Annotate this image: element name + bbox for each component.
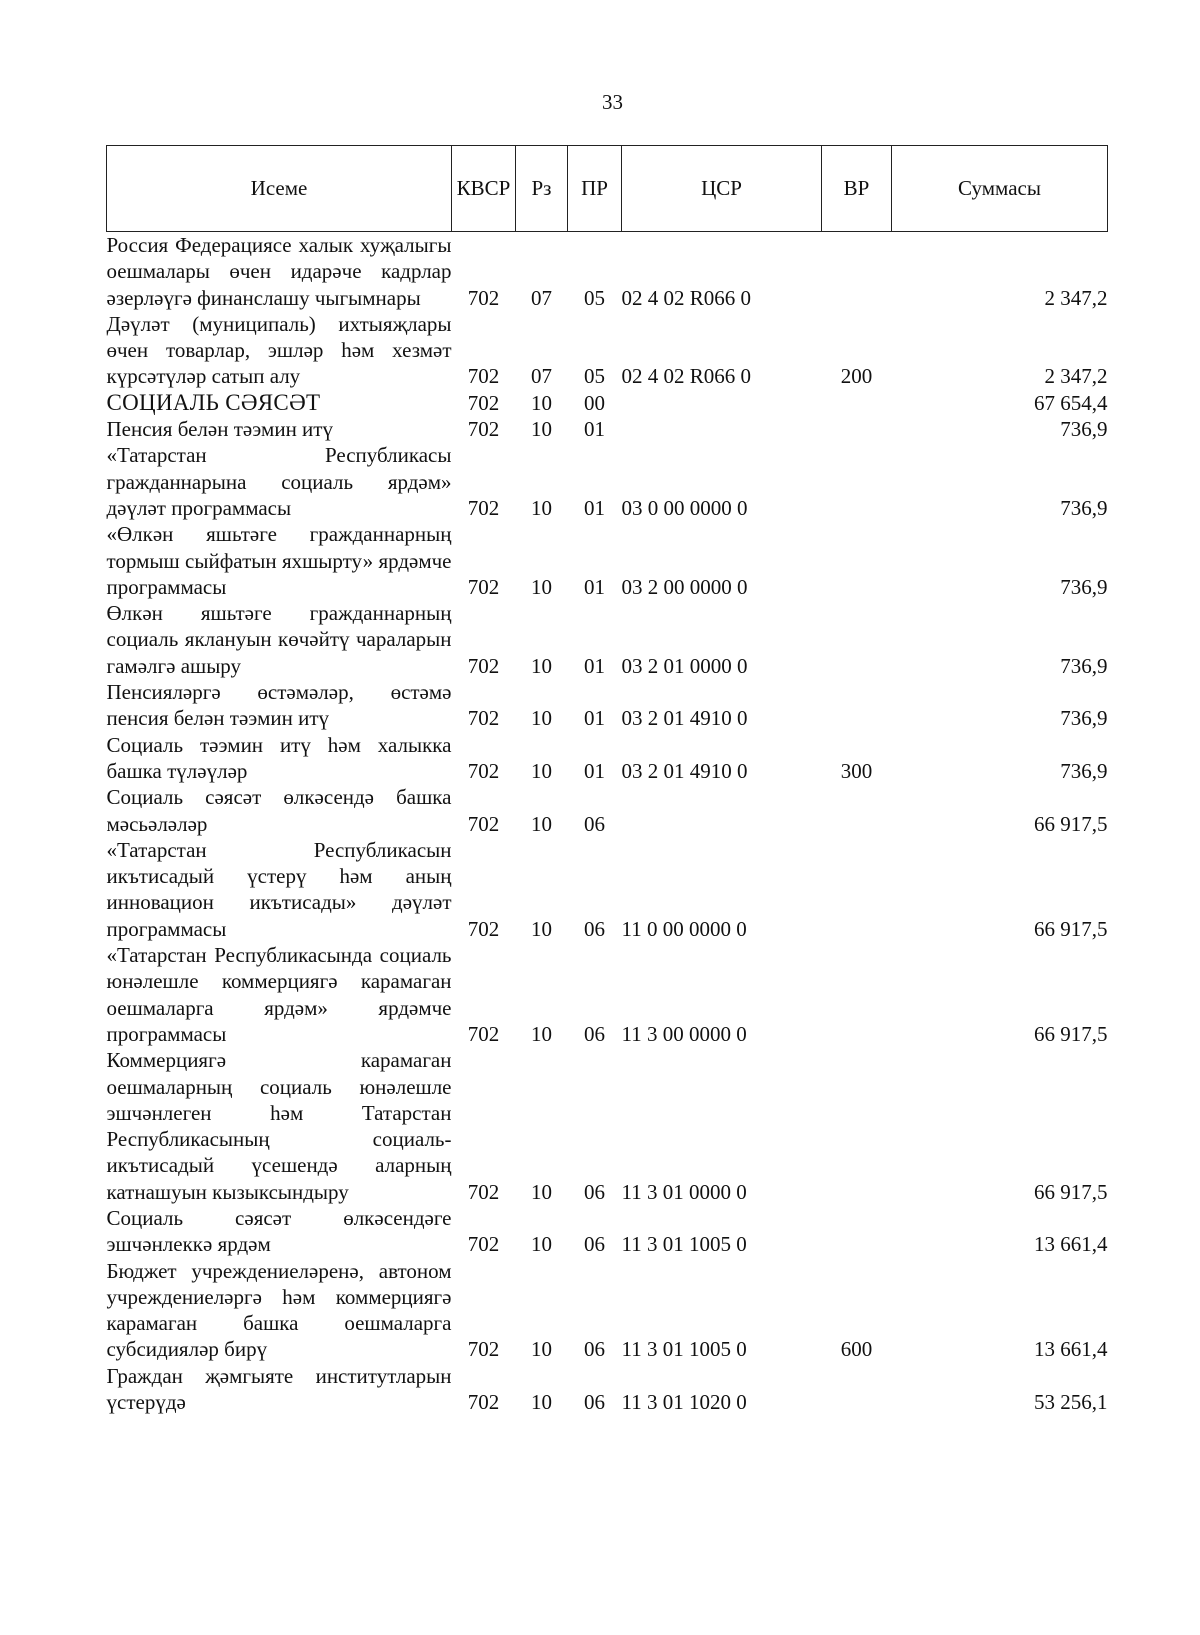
row-kvsr: 702 bbox=[467, 653, 500, 678]
row-kvsr: 702 bbox=[467, 390, 500, 415]
row-csr: 11 3 00 0000 0 bbox=[621, 1021, 747, 1046]
row-name: Россия Федерациясе халык хуҗалыгы оешмалары өчен идарәче кадрлар әзерләүгә финанслашу чыгымнары bbox=[106, 233, 452, 310]
row-kvsr: 702 bbox=[467, 811, 500, 836]
row-name: Бюджет учреждениеләренә, автоном учреждениеләргә һәм коммерциягә карамаган башка оешмаларга субсидияләр бирү bbox=[106, 1258, 452, 1362]
header-kvsr: КВСР bbox=[452, 146, 516, 232]
row-sum: 736,9 bbox=[1060, 653, 1108, 678]
row-vr bbox=[822, 1363, 892, 1416]
table-row bbox=[107, 390, 1108, 416]
header-rz: Рз bbox=[516, 146, 568, 232]
row-name: Социаль сәясәт өлкәсендә башка мәсьәләләр bbox=[106, 785, 452, 836]
row-vr: 600 bbox=[840, 1337, 873, 1362]
header-csr: ЦСР bbox=[622, 146, 822, 232]
row-pr: 06 bbox=[584, 1021, 605, 1046]
row-sum: 13 661,4 bbox=[1034, 1232, 1108, 1257]
row-rz: 07 bbox=[531, 285, 552, 310]
row-rz: 10 bbox=[531, 574, 552, 599]
row-rz: 10 bbox=[531, 706, 552, 731]
row-name: «Татарстан Республикасында социаль юнәлешле коммерциягә карамаган оешмаларга ярдәм» ярдәмче программасы bbox=[106, 943, 452, 1046]
row-rz: 10 bbox=[531, 1337, 552, 1362]
row-kvsr: 702 bbox=[467, 1390, 500, 1415]
table-row bbox=[107, 600, 1108, 679]
row-kvsr: 702 bbox=[467, 417, 500, 442]
row-rz: 10 bbox=[531, 653, 552, 678]
row-pr: 05 bbox=[584, 285, 605, 310]
row-sum: 736,9 bbox=[1060, 417, 1108, 442]
header-pr: ПР bbox=[568, 146, 622, 232]
row-kvsr: 702 bbox=[467, 706, 500, 731]
row-rz: 07 bbox=[531, 364, 552, 389]
table-row bbox=[107, 942, 1108, 1047]
row-vr: 300 bbox=[840, 758, 873, 783]
row-csr: 03 2 00 0000 0 bbox=[621, 574, 748, 599]
row-csr: 03 2 01 4910 0 bbox=[621, 706, 748, 731]
table-row bbox=[107, 232, 1108, 311]
row-rz: 10 bbox=[531, 1179, 552, 1204]
row-pr: 01 bbox=[584, 574, 605, 599]
row-sum: 736,9 bbox=[1060, 574, 1108, 599]
row-rz: 10 bbox=[531, 811, 552, 836]
row-name: Социаль тәэмин итү һәм халыкка башка түләүләр bbox=[106, 732, 452, 783]
row-rz: 10 bbox=[531, 1232, 552, 1257]
row-rz: 10 bbox=[531, 1021, 552, 1046]
row-name: Пенсияләргә өстәмәләр, өстәмә пенсия белән тәэмин итү bbox=[106, 680, 452, 731]
row-rz: 10 bbox=[531, 390, 552, 415]
row-rz: 10 bbox=[531, 1390, 552, 1415]
row-vr bbox=[822, 784, 892, 837]
table-row bbox=[107, 416, 1108, 442]
row-csr: 11 3 01 1020 0 bbox=[621, 1390, 747, 1415]
row-kvsr: 702 bbox=[467, 1179, 500, 1204]
row-csr: 11 0 00 0000 0 bbox=[621, 916, 747, 941]
row-vr bbox=[822, 679, 892, 732]
table-row bbox=[107, 837, 1108, 942]
row-vr bbox=[822, 416, 892, 442]
row-csr: 02 4 02 R066 0 bbox=[621, 285, 752, 310]
row-pr: 01 bbox=[584, 706, 605, 731]
row-sum: 53 256,1 bbox=[1034, 1390, 1108, 1415]
row-csr: 11 3 01 0000 0 bbox=[621, 1179, 747, 1204]
table-row bbox=[107, 1205, 1108, 1258]
row-name: Дәүләт (муниципаль) ихтыяҗлары өчен товарлар, эшләр һәм хезмәт күрсәтүләр сатып алу bbox=[106, 311, 452, 389]
row-pr: 06 bbox=[584, 916, 605, 941]
row-name: Пенсия белән тәэмин итү bbox=[106, 417, 333, 442]
row-pr: 01 bbox=[584, 417, 605, 442]
row-vr bbox=[822, 1205, 892, 1258]
row-vr: 200 bbox=[840, 364, 873, 389]
row-sum: 67 654,4 bbox=[1034, 390, 1108, 415]
row-sum: 66 917,5 bbox=[1034, 1021, 1108, 1046]
page-number: 33 bbox=[602, 90, 623, 114]
row-name: Социаль сәясәт өлкәсендәге эшчәнлеккә ярдәм bbox=[106, 1205, 452, 1257]
row-rz: 10 bbox=[531, 916, 552, 941]
row-name: Өлкән яшьтәге гражданнарның социаль яклануын көчәйтү чараларын гамәлгә ашыру bbox=[106, 601, 452, 678]
row-vr bbox=[822, 1047, 892, 1205]
row-csr: 03 2 01 4910 0 bbox=[621, 758, 748, 783]
row-pr: 01 bbox=[584, 758, 605, 783]
row-vr bbox=[822, 521, 892, 600]
row-name: Граждан җәмгыяте институтларын үстерүдә bbox=[106, 1363, 452, 1415]
table-row bbox=[107, 1258, 1108, 1363]
row-kvsr: 702 bbox=[467, 758, 500, 783]
row-rz: 10 bbox=[531, 417, 552, 442]
row-pr: 01 bbox=[584, 495, 605, 520]
row-rz: 10 bbox=[531, 758, 552, 783]
row-csr bbox=[622, 416, 822, 442]
row-name: «Өлкән яшьтәге гражданнарның тормыш сыйфатын яхшырту» ярдәмче программасы bbox=[106, 522, 452, 599]
row-pr: 01 bbox=[584, 653, 605, 678]
row-sum: 736,9 bbox=[1060, 495, 1108, 520]
row-name: «Татарстан Республикасын икътисадый үстерү һәм аның инновацион икътисады» дәүләт программасы bbox=[106, 837, 452, 941]
budget-table bbox=[106, 145, 1108, 1415]
table-header bbox=[107, 146, 1108, 232]
table-row bbox=[107, 521, 1108, 600]
row-pr: 06 bbox=[584, 1390, 605, 1415]
row-name: Коммерциягә карамаган оешмаларның социаль юнәлешле эшчәнлеген һәм Татарстан Республикасының социаль-икътисадый үсешендә аларның катнашуын кызыксындыру bbox=[106, 1048, 452, 1204]
row-csr: 11 3 01 1005 0 bbox=[621, 1337, 747, 1362]
table-row bbox=[107, 311, 1108, 390]
row-pr: 06 bbox=[584, 1179, 605, 1204]
row-rz: 10 bbox=[531, 495, 552, 520]
table-row bbox=[107, 1047, 1108, 1205]
row-vr bbox=[822, 232, 892, 311]
row-pr: 06 bbox=[584, 1337, 605, 1362]
row-pr: 06 bbox=[584, 811, 605, 836]
row-sum: 66 917,5 bbox=[1034, 916, 1108, 941]
row-pr: 06 bbox=[584, 1232, 605, 1257]
row-sum: 13 661,4 bbox=[1034, 1337, 1108, 1362]
row-csr: 03 2 01 0000 0 bbox=[621, 653, 748, 678]
row-vr bbox=[822, 600, 892, 679]
table-row bbox=[107, 784, 1108, 837]
row-pr: 00 bbox=[584, 390, 605, 415]
header-vr: ВР bbox=[822, 146, 892, 232]
header-name: Исеме bbox=[107, 146, 452, 232]
table-row bbox=[107, 732, 1108, 785]
row-kvsr: 702 bbox=[467, 495, 500, 520]
row-vr bbox=[822, 837, 892, 942]
row-kvsr: 702 bbox=[467, 364, 500, 389]
row-kvsr: 702 bbox=[467, 1232, 500, 1257]
row-kvsr: 702 bbox=[467, 916, 500, 941]
row-csr: 02 4 02 R066 0 bbox=[621, 364, 752, 389]
table-row bbox=[107, 679, 1108, 732]
row-name: «Татарстан Республикасы гражданнарына социаль ярдәм» дәүләт программасы bbox=[106, 443, 452, 520]
table-body bbox=[107, 232, 1108, 1416]
row-sum: 736,9 bbox=[1060, 706, 1108, 731]
row-kvsr: 702 bbox=[467, 1021, 500, 1046]
row-vr bbox=[822, 442, 892, 521]
table-row bbox=[107, 1363, 1108, 1416]
row-csr: 03 0 00 0000 0 bbox=[621, 495, 748, 520]
table-row bbox=[107, 442, 1108, 521]
row-sum: 2 347,2 bbox=[1044, 364, 1108, 389]
row-name: СОЦИАЛЬ СӘЯСӘТ bbox=[106, 389, 321, 415]
row-sum: 2 347,2 bbox=[1044, 285, 1108, 310]
row-vr bbox=[822, 942, 892, 1047]
row-csr bbox=[622, 784, 822, 837]
row-kvsr: 702 bbox=[467, 574, 500, 599]
row-pr: 05 bbox=[584, 364, 605, 389]
row-sum: 736,9 bbox=[1060, 758, 1108, 783]
row-csr bbox=[622, 390, 822, 416]
row-kvsr: 702 bbox=[467, 1337, 500, 1362]
row-kvsr: 702 bbox=[467, 285, 500, 310]
header-sum: Суммасы bbox=[892, 146, 1108, 232]
row-sum: 66 917,5 bbox=[1034, 1179, 1108, 1204]
row-csr: 11 3 01 1005 0 bbox=[621, 1232, 747, 1257]
row-vr bbox=[822, 390, 892, 416]
row-sum: 66 917,5 bbox=[1034, 811, 1108, 836]
